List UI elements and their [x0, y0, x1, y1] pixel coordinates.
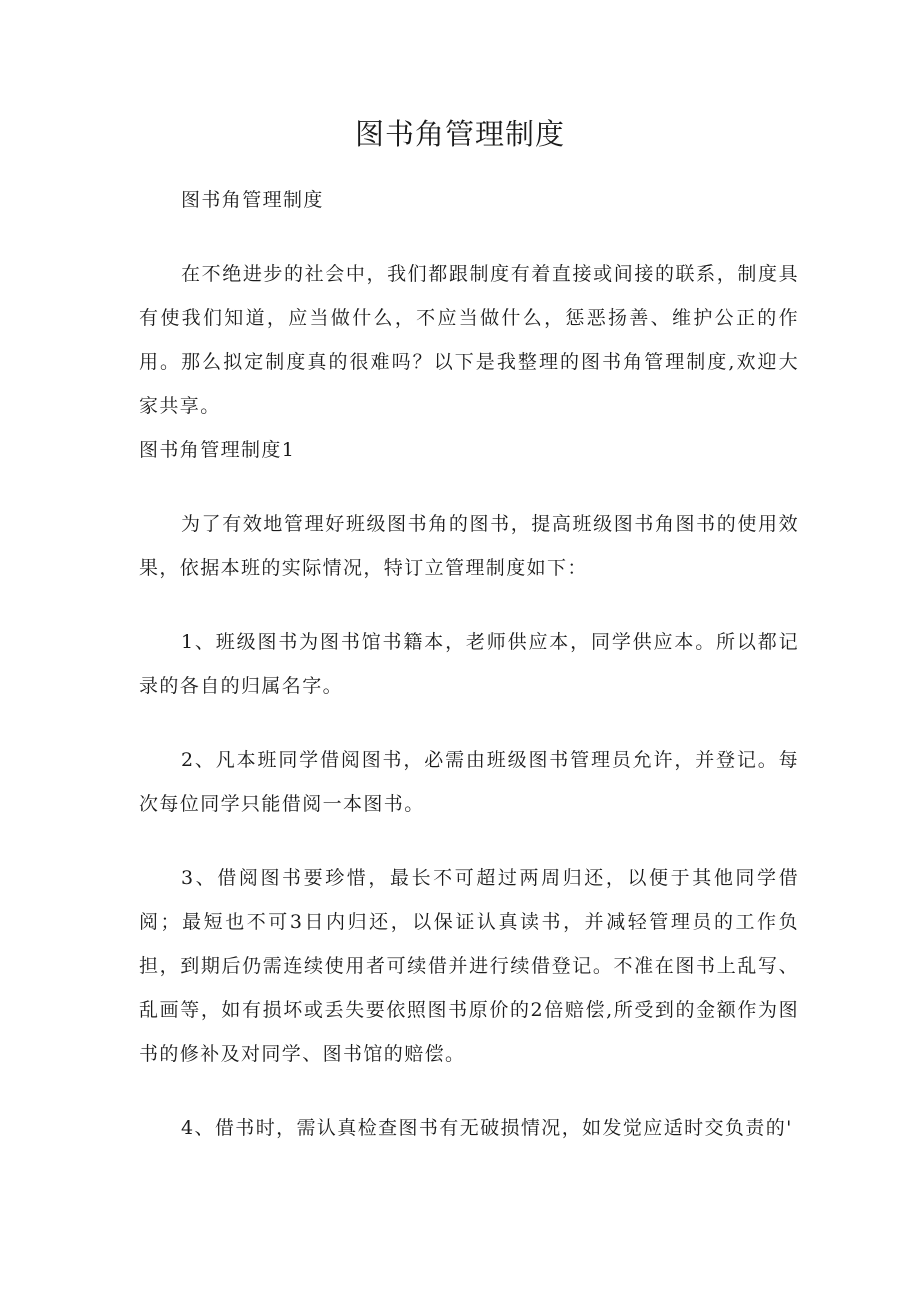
paragraph-section-heading: 图书角管理制度1 — [139, 439, 296, 461]
paragraph-purpose: 为了有效地管理好班级图书角的图书，提高班级图书角图书的使用效果，依据本班的实际情况，特订立管理制度如下： — [139, 513, 799, 579]
paragraph-rule-4: 4、借书时，需认真检查图书有无破损情况，如发觉应适时交负责的' — [181, 1117, 793, 1139]
paragraph-rule-3: 3、借阅图书要珍惜，最长不可超过两周归还，以便于其他同学借阅；最短也不可3日内归还，以保证认真读书，并减轻管理员的工作负担，到期后仍需连续使用者可续借并进行续借登记。不准在图书上乱写、乱画等，如有损坏或丢失要依照图书原价的2倍赔偿,所受到的金额作为图书的修补及对同学、图书馆的赔偿。 — [139, 867, 799, 1065]
paragraph-rule-1: 1、班级图书为图书馆书籍本，老师供应本，同学供应本。所以都记录的各自的归属名字。 — [139, 631, 799, 697]
paragraph-intro: 在不绝进步的社会中，我们都跟制度有着直接或间接的联系，制度具有使我们知道，应当做什么，不应当做什么，惩恶扬善、维护公正的作用。那么拟定制度真的很难吗？以下是我整理的图书角管理制度,欢迎大家共享。 — [139, 263, 799, 417]
document-title: 图书角管理制度 — [354, 117, 565, 151]
paragraph-subtitle: 图书角管理制度 — [181, 189, 324, 211]
document-body — [139, 178, 799, 1150]
paragraph-rule-2: 2、凡本班同学借阅图书，必需由班级图书管理员允许，并登记。每次每位同学只能借阅一本图书。 — [139, 749, 799, 815]
